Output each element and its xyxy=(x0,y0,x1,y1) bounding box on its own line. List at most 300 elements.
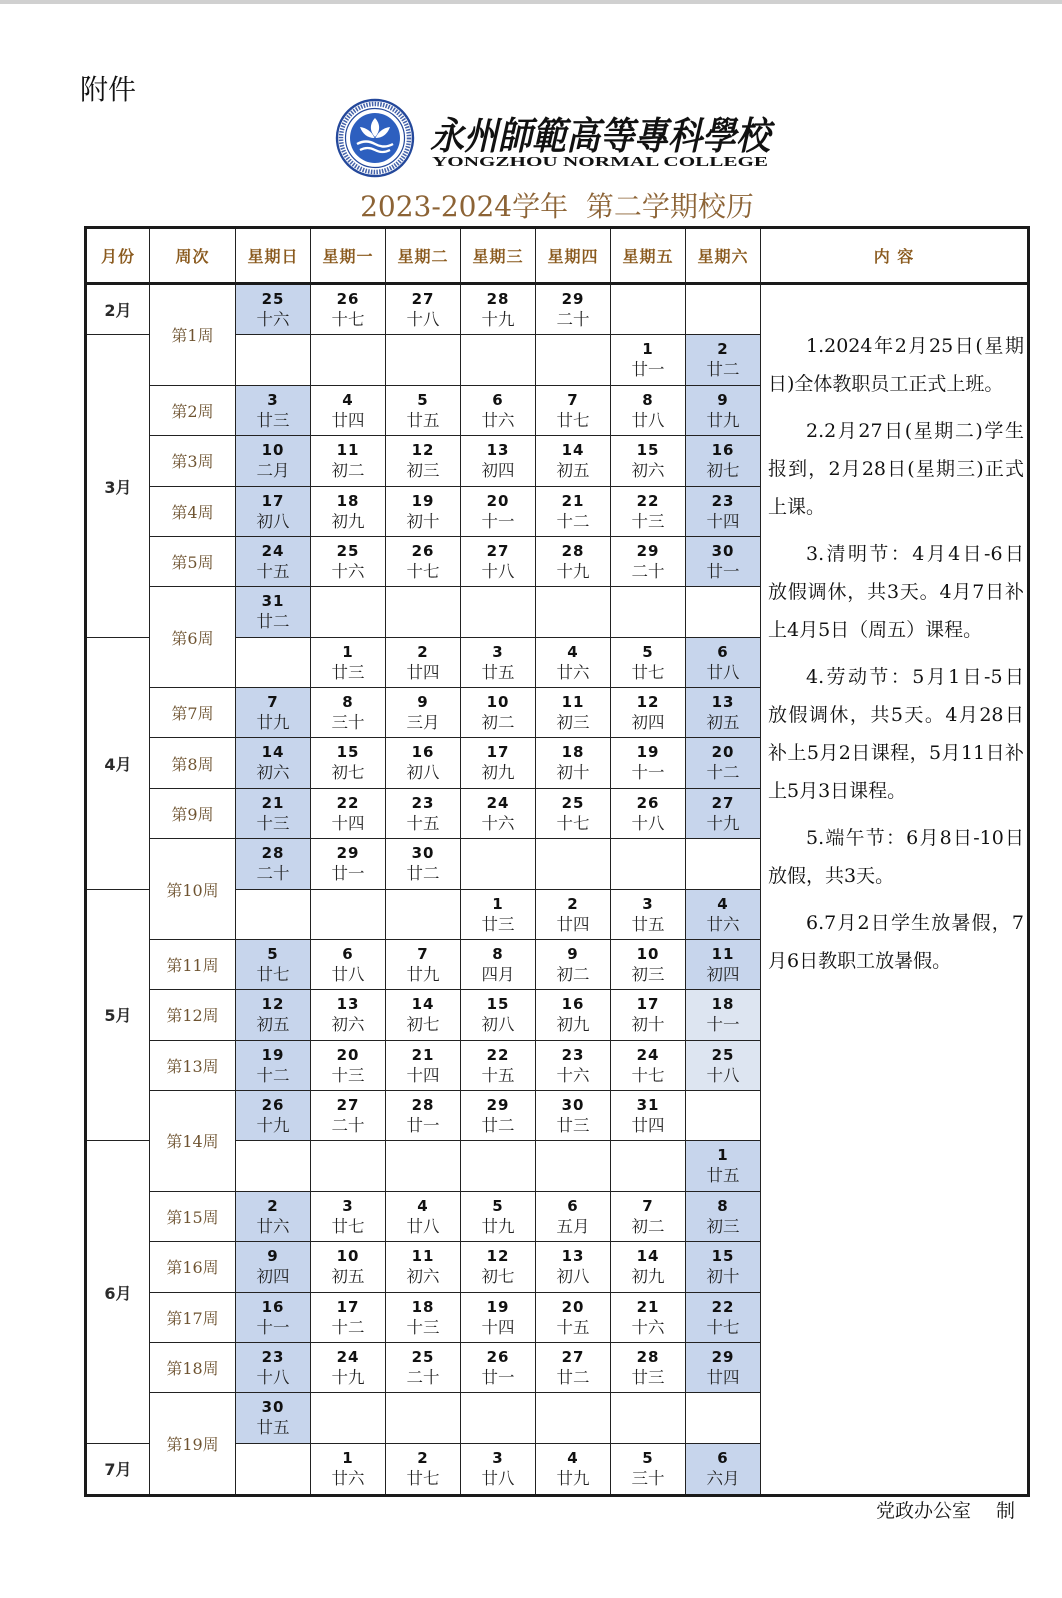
date-number: 8 xyxy=(342,693,354,711)
lunar-date: 十六 xyxy=(331,561,365,581)
lunar-date: 廿九 xyxy=(256,713,290,732)
calendar-cell xyxy=(236,688,311,738)
lunar-date: 初四 xyxy=(256,1267,290,1287)
calendar-cell xyxy=(611,1444,686,1494)
lunar-date: 十一 xyxy=(256,1317,290,1337)
calendar-cell xyxy=(311,990,386,1040)
college-name-en: YONGZHOU NORMAL COLLEGE xyxy=(432,155,768,170)
lunar-date: 初六 xyxy=(331,1015,365,1035)
calendar-cell xyxy=(386,1293,461,1343)
calendar-cell xyxy=(386,638,461,688)
lunar-date: 廿二 xyxy=(256,612,290,632)
lunar-date: 廿六 xyxy=(331,1468,365,1488)
note-line: 上5月3日课程。 xyxy=(768,780,907,802)
lunar-date: 廿二 xyxy=(706,360,740,380)
calendar-cell xyxy=(311,285,386,335)
calendar-cell xyxy=(611,990,686,1040)
lunar-date: 初七 xyxy=(706,461,740,481)
note-line: 2.2月27日(星期二)学生 xyxy=(806,420,1024,442)
calendar-cell xyxy=(611,537,686,587)
calendar-cell xyxy=(461,1192,536,1242)
week-label: 第18周 xyxy=(150,1343,236,1393)
lunar-date: 十八 xyxy=(631,813,665,833)
lunar-date: 十二 xyxy=(331,1317,365,1337)
calendar-cell xyxy=(686,638,761,688)
college-name-cn: 永州師範高等專科學校 xyxy=(430,113,775,158)
calendar-cell xyxy=(386,587,461,637)
calendar-cell xyxy=(386,436,461,486)
date-number: 7 xyxy=(417,944,429,963)
lunar-date: 十三 xyxy=(406,1317,440,1337)
lunar-date: 廿六 xyxy=(256,1216,290,1236)
date-number: 23 xyxy=(261,1347,285,1366)
calendar-cell xyxy=(611,1343,686,1393)
calendar-cell xyxy=(611,487,686,537)
calendar-cell xyxy=(386,1091,461,1141)
date-number: 6 xyxy=(567,1196,579,1215)
calendar-cell xyxy=(536,335,611,385)
date-number: 22 xyxy=(486,1045,510,1064)
calendar-cell xyxy=(611,1293,686,1343)
lunar-date: 廿八 xyxy=(481,1468,515,1488)
week-label: 第4周 xyxy=(150,487,236,537)
lunar-date: 十七 xyxy=(406,561,440,581)
lunar-date: 廿二 xyxy=(481,1116,515,1135)
lunar-date: 二十 xyxy=(631,561,665,581)
date-number: 4 xyxy=(342,390,354,409)
note-line: 放假，共3天。 xyxy=(768,865,895,887)
week-label: 第3周 xyxy=(150,436,236,486)
date-number: 3 xyxy=(492,1448,504,1467)
calendar-cell xyxy=(611,738,686,788)
note-line: 3.清明节：4月4日-6日 xyxy=(806,543,1024,565)
calendar-cell xyxy=(461,688,536,738)
calendar-cell xyxy=(536,1242,611,1292)
calendar-cell xyxy=(311,839,386,889)
calendar-cell xyxy=(686,990,761,1040)
calendar-cell xyxy=(386,285,461,335)
lunar-date: 十八 xyxy=(406,310,440,329)
calendar-cell xyxy=(236,1242,311,1292)
date-number: 18 xyxy=(561,743,585,762)
calendar-cell xyxy=(611,587,686,637)
lunar-date: 初二 xyxy=(631,1216,665,1236)
lunar-date: 廿五 xyxy=(706,1166,740,1186)
calendar-cell xyxy=(236,1041,311,1091)
date-number: 27 xyxy=(336,1096,360,1114)
date-number: 19 xyxy=(636,743,660,762)
lunar-date: 十二 xyxy=(256,1065,290,1085)
calendar-cell xyxy=(611,335,686,385)
calendar-cell xyxy=(311,789,386,839)
date-number: 5 xyxy=(492,1196,504,1215)
date-number: 12 xyxy=(411,441,435,460)
column-header: 星期三 xyxy=(461,229,536,285)
calendar-cell xyxy=(611,1242,686,1292)
calendar-cell xyxy=(686,1091,761,1141)
lunar-date: 廿五 xyxy=(631,914,665,934)
calendar-cell xyxy=(536,386,611,436)
calendar-cell xyxy=(461,1041,536,1091)
calendar-cell xyxy=(461,1343,536,1393)
date-number: 26 xyxy=(636,793,660,812)
column-header: 月份 xyxy=(87,229,150,285)
date-number: 29 xyxy=(636,541,660,560)
calendar-cell xyxy=(611,688,686,738)
lunar-date: 十九 xyxy=(331,1367,365,1387)
lunar-date: 十五 xyxy=(556,1317,590,1337)
week-label: 第15周 xyxy=(150,1192,236,1242)
lunar-date: 十八 xyxy=(256,1367,290,1387)
lunar-date: 初二 xyxy=(481,713,515,732)
date-number: 16 xyxy=(561,995,585,1014)
date-number: 22 xyxy=(636,491,660,510)
date-number: 5 xyxy=(642,642,654,661)
calendar-cell xyxy=(311,487,386,537)
calendar-cell xyxy=(236,587,311,637)
lunar-date: 廿一 xyxy=(706,561,740,581)
date-number: 6 xyxy=(717,642,729,661)
date-number: 16 xyxy=(261,1297,285,1316)
column-header: 星期日 xyxy=(236,229,311,285)
date-number: 27 xyxy=(486,541,510,560)
column-header: 星期一 xyxy=(311,229,386,285)
lunar-date: 十四 xyxy=(406,1065,440,1085)
date-number: 9 xyxy=(417,693,429,711)
date-number: 26 xyxy=(411,541,435,560)
calendar-cell xyxy=(386,335,461,385)
calendar-cell xyxy=(461,789,536,839)
calendar-cell xyxy=(236,487,311,537)
date-number: 16 xyxy=(411,743,435,762)
calendar-cell xyxy=(536,789,611,839)
calendar-cell xyxy=(611,436,686,486)
lunar-date: 十三 xyxy=(331,1065,365,1085)
calendar-cell xyxy=(386,1141,461,1191)
lunar-date: 廿六 xyxy=(556,662,590,682)
date-number: 7 xyxy=(642,1196,654,1215)
note-item xyxy=(768,327,1024,403)
date-number: 15 xyxy=(711,1247,735,1266)
note-line: 4.劳动节：5月1日-5日 xyxy=(806,666,1024,688)
date-number: 28 xyxy=(561,541,585,560)
date-number: 5 xyxy=(267,944,279,963)
lunar-date: 十一 xyxy=(706,1015,740,1035)
calendar-cell xyxy=(686,890,761,940)
lunar-date: 二十 xyxy=(331,1116,365,1135)
date-number: 19 xyxy=(486,1297,510,1316)
calendar-cell xyxy=(236,1393,311,1443)
notes-panel xyxy=(761,285,1027,1494)
calendar-cell xyxy=(461,990,536,1040)
column-header: 星期五 xyxy=(611,229,686,285)
lunar-date: 初七 xyxy=(481,1267,515,1287)
lunar-date: 初三 xyxy=(706,1216,740,1236)
calendar-cell xyxy=(311,688,386,738)
lunar-date: 十五 xyxy=(406,813,440,833)
date-number: 26 xyxy=(486,1347,510,1366)
date-number: 24 xyxy=(261,541,285,560)
lunar-date: 十一 xyxy=(631,763,665,783)
date-number: 30 xyxy=(561,1096,585,1114)
month-label: 7月 xyxy=(87,1444,150,1494)
calendar-cell xyxy=(311,1041,386,1091)
lunar-date: 十六 xyxy=(631,1317,665,1337)
date-number: 8 xyxy=(717,1196,729,1215)
calendar-cell xyxy=(386,1444,461,1494)
calendar-cell xyxy=(611,1192,686,1242)
date-number: 10 xyxy=(261,441,285,460)
calendar-cell xyxy=(386,940,461,990)
month-label: 2月 xyxy=(87,285,150,335)
lunar-date: 十七 xyxy=(631,1065,665,1085)
note-item xyxy=(768,658,1024,810)
calendar-cell xyxy=(536,990,611,1040)
calendar-cell xyxy=(611,789,686,839)
lunar-date: 廿三 xyxy=(256,410,290,430)
calendar-cell xyxy=(236,1091,311,1141)
week-label: 第12周 xyxy=(150,990,236,1040)
date-number: 25 xyxy=(711,1045,735,1064)
lunar-date: 初三 xyxy=(556,713,590,732)
date-number: 14 xyxy=(261,743,285,762)
lunar-date: 三月 xyxy=(406,713,440,732)
calendar-cell xyxy=(386,386,461,436)
date-number: 6 xyxy=(717,1448,729,1467)
note-line: 报到，2月28日(星期三)正式 xyxy=(768,458,1024,480)
lunar-date: 廿五 xyxy=(256,1418,290,1438)
date-number: 30 xyxy=(711,541,735,560)
date-number: 11 xyxy=(711,944,735,963)
calendar-cell xyxy=(611,386,686,436)
week-label: 第7周 xyxy=(150,688,236,738)
calendar-cell xyxy=(236,1343,311,1393)
date-number: 18 xyxy=(411,1297,435,1316)
calendar-cell xyxy=(611,1091,686,1141)
calendar-cell xyxy=(311,1293,386,1343)
date-number: 15 xyxy=(336,743,360,762)
calendar-cell xyxy=(536,839,611,889)
lunar-date: 初十 xyxy=(556,763,590,783)
calendar-cell xyxy=(311,738,386,788)
calendar-cell xyxy=(311,436,386,486)
calendar-cell xyxy=(236,839,311,889)
date-number: 24 xyxy=(486,793,510,812)
calendar-cell xyxy=(311,587,386,637)
lunar-date: 初九 xyxy=(631,1267,665,1287)
lunar-date: 二十 xyxy=(256,864,290,884)
lunar-date: 十四 xyxy=(331,813,365,833)
calendar-cell xyxy=(236,738,311,788)
calendar-cell xyxy=(461,738,536,788)
calendar-cell xyxy=(311,1343,386,1393)
date-number: 17 xyxy=(261,491,285,510)
date-number: 13 xyxy=(561,1247,585,1266)
date-number: 11 xyxy=(411,1247,435,1266)
calendar-cell xyxy=(386,839,461,889)
lunar-date: 初四 xyxy=(631,713,665,732)
week-label: 第8周 xyxy=(150,738,236,788)
date-number: 7 xyxy=(267,693,279,711)
calendar-cell xyxy=(536,537,611,587)
calendar-cell xyxy=(386,738,461,788)
issuing-office: 党政办公室 xyxy=(876,1500,972,1522)
week-label: 第17周 xyxy=(150,1293,236,1343)
date-number: 12 xyxy=(636,693,660,711)
lunar-date: 初六 xyxy=(406,1267,440,1287)
issued-suffix: 制 xyxy=(996,1500,1016,1522)
calendar-cell xyxy=(611,890,686,940)
note-line: 5.端午节：6月8日-10日 xyxy=(806,827,1024,849)
date-number: 18 xyxy=(336,491,360,510)
calendar-cell xyxy=(536,1393,611,1443)
calendar-cell xyxy=(311,940,386,990)
note-item xyxy=(768,904,1024,980)
calendar-cell xyxy=(461,940,536,990)
calendar-title: 2023-2024学年 第二学期校历 xyxy=(360,190,754,223)
column-header: 周次 xyxy=(150,229,236,285)
attachment-label: 附件 xyxy=(80,73,137,106)
top-edge-bar xyxy=(0,0,1062,4)
week-label: 第9周 xyxy=(150,789,236,839)
lunar-date: 初九 xyxy=(481,763,515,783)
calendar-cell xyxy=(461,1444,536,1494)
calendar-cell xyxy=(461,1293,536,1343)
lunar-date: 初十 xyxy=(706,1267,740,1287)
calendar-cell xyxy=(236,990,311,1040)
lunar-date: 二月 xyxy=(256,461,290,481)
calendar-cell xyxy=(461,537,536,587)
date-number: 21 xyxy=(411,1045,435,1064)
calendar-cell xyxy=(236,1141,311,1191)
calendar-cell xyxy=(686,1393,761,1443)
date-number: 3 xyxy=(492,642,504,661)
lunar-date: 廿三 xyxy=(556,1116,590,1135)
date-number: 1 xyxy=(717,1146,729,1165)
calendar-cell xyxy=(386,789,461,839)
date-number: 7 xyxy=(567,390,579,409)
calendar-cell xyxy=(386,537,461,587)
lunar-date: 廿六 xyxy=(481,410,515,430)
date-number: 27 xyxy=(411,290,435,308)
calendar-cell xyxy=(686,1192,761,1242)
calendar-cell xyxy=(536,587,611,637)
week-label: 第11周 xyxy=(150,940,236,990)
calendar-cell xyxy=(461,1242,536,1292)
calendar-cell xyxy=(536,1343,611,1393)
calendar-cell xyxy=(311,1192,386,1242)
lunar-date: 廿一 xyxy=(631,360,665,380)
calendar-cell xyxy=(611,638,686,688)
calendar-cell xyxy=(536,638,611,688)
note-line: 放假调休，共5天。4月28日 xyxy=(768,704,1024,726)
week-label: 第5周 xyxy=(150,537,236,587)
date-number: 9 xyxy=(267,1247,279,1266)
lunar-date: 初三 xyxy=(406,461,440,481)
date-number: 31 xyxy=(261,592,285,611)
calendar-cell xyxy=(686,738,761,788)
date-number: 23 xyxy=(561,1045,585,1064)
calendar-cell xyxy=(236,436,311,486)
lunar-date: 廿三 xyxy=(631,1367,665,1387)
school-calendar-table xyxy=(84,226,1030,1497)
week-label: 第19周 xyxy=(150,1393,236,1494)
calendar-cell xyxy=(386,688,461,738)
date-number: 18 xyxy=(711,995,735,1014)
lunar-date: 初二 xyxy=(556,964,590,984)
date-number: 29 xyxy=(336,844,360,863)
lunar-date: 初五 xyxy=(706,713,740,732)
calendar-cell xyxy=(686,537,761,587)
calendar-cell xyxy=(611,940,686,990)
date-number: 29 xyxy=(486,1096,510,1114)
date-number: 11 xyxy=(336,441,360,460)
date-number: 16 xyxy=(711,441,735,460)
lunar-date: 廿三 xyxy=(481,914,515,934)
week-label: 第1周 xyxy=(150,285,236,386)
date-number: 31 xyxy=(636,1096,660,1114)
lunar-date: 初三 xyxy=(631,964,665,984)
lunar-date: 廿五 xyxy=(481,662,515,682)
lunar-date: 六月 xyxy=(706,1468,740,1488)
calendar-cell xyxy=(686,1141,761,1191)
note-line: 放假调休，共3天。4月7日补 xyxy=(768,581,1024,603)
date-number: 1 xyxy=(642,340,654,359)
calendar-cell xyxy=(611,839,686,889)
date-number: 19 xyxy=(411,491,435,510)
date-number: 23 xyxy=(411,793,435,812)
lunar-date: 十六 xyxy=(481,813,515,833)
lunar-date: 十五 xyxy=(481,1065,515,1085)
lunar-date: 三十 xyxy=(331,713,365,732)
month-label: 4月 xyxy=(87,638,150,890)
calendar-cell xyxy=(686,940,761,990)
date-number: 9 xyxy=(567,944,579,963)
lunar-date: 十二 xyxy=(706,763,740,783)
date-number: 28 xyxy=(486,290,510,308)
date-number: 14 xyxy=(411,995,435,1014)
calendar-cell xyxy=(311,1444,386,1494)
lunar-date: 廿二 xyxy=(406,864,440,884)
calendar-cell xyxy=(686,285,761,335)
lunar-date: 十七 xyxy=(331,310,365,329)
lunar-date: 廿八 xyxy=(631,410,665,430)
date-number: 21 xyxy=(561,491,585,510)
calendar-cell xyxy=(311,1393,386,1443)
college-emblem-icon xyxy=(337,100,413,176)
calendar-cell xyxy=(536,688,611,738)
date-number: 25 xyxy=(261,290,285,308)
date-number: 17 xyxy=(336,1297,360,1316)
lunar-date: 初八 xyxy=(481,1015,515,1035)
lunar-date: 十六 xyxy=(256,310,290,329)
calendar-cell xyxy=(236,537,311,587)
week-label: 第2周 xyxy=(150,386,236,436)
calendar-cell xyxy=(386,487,461,537)
lunar-date: 初四 xyxy=(481,461,515,481)
date-number: 10 xyxy=(636,944,660,963)
date-number: 4 xyxy=(567,642,579,661)
date-number: 22 xyxy=(711,1297,735,1316)
college-logo xyxy=(330,96,775,178)
calendar-cell xyxy=(311,890,386,940)
week-label: 第13周 xyxy=(150,1041,236,1091)
calendar-cell xyxy=(386,890,461,940)
calendar-cell xyxy=(236,1293,311,1343)
calendar-cell xyxy=(236,1444,311,1494)
lunar-date: 初六 xyxy=(256,763,290,783)
calendar-cell xyxy=(686,386,761,436)
